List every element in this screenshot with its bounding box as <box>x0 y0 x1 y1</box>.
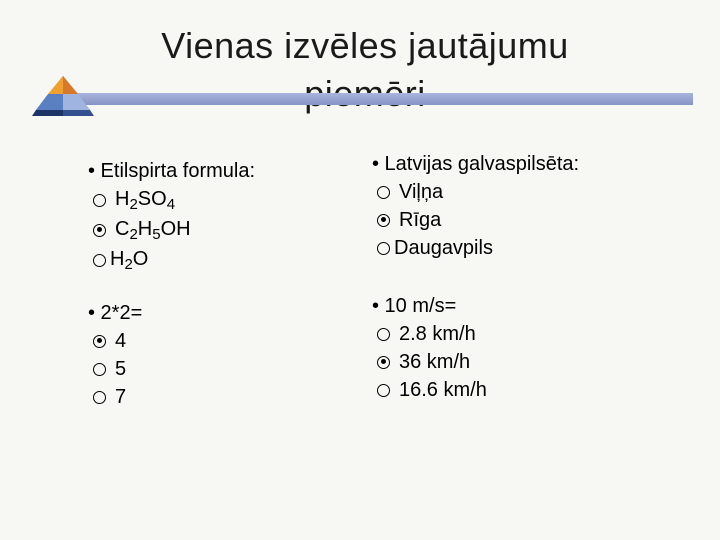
option-label: Viļņa <box>399 181 444 203</box>
option-label: Daugavpils <box>394 237 493 259</box>
radio-unselected-icon[interactable] <box>377 186 390 199</box>
question-prompt: • 10 m/s= <box>372 295 457 317</box>
radio-unselected-icon[interactable] <box>93 363 106 376</box>
option-label: 36 km/h <box>399 351 471 373</box>
question-prompt: • 2*2= <box>88 302 143 324</box>
pyramid-logo-icon <box>32 74 94 118</box>
option-label: 2.8 km/h <box>399 323 476 345</box>
radio-unselected-icon[interactable] <box>93 194 106 207</box>
option-4[interactable] <box>88 327 142 355</box>
radio-selected-icon[interactable] <box>377 214 390 227</box>
option-h2so4[interactable] <box>88 185 255 215</box>
option-label: 5 <box>115 358 127 380</box>
radio-selected-icon[interactable] <box>93 335 106 348</box>
slide-title-line-1: Vienas izvēles jautājumu <box>161 25 569 66</box>
option-36-kmh[interactable] <box>372 348 487 376</box>
option-riga[interactable] <box>372 206 579 234</box>
option-label: Rīga <box>399 209 442 231</box>
option-7[interactable] <box>88 383 142 411</box>
formula-h2o: $H_2O$ <box>110 248 149 273</box>
question-speed-conversion <box>372 292 487 404</box>
option-vilna[interactable] <box>372 178 579 206</box>
question-prompt: • Latvijas galvaspilsēta: <box>372 153 580 175</box>
formula-c2h5oh: $C_2H_5OH$ <box>115 218 191 243</box>
option-c2h5oh[interactable] <box>88 215 255 245</box>
formula-h2so4: $H_2SO_4$ <box>115 188 176 213</box>
option-daugavpils[interactable] <box>372 234 579 262</box>
radio-unselected-icon[interactable] <box>93 254 106 267</box>
radio-selected-icon[interactable] <box>377 356 390 369</box>
radio-selected-icon[interactable] <box>93 224 106 237</box>
option-5[interactable] <box>88 355 142 383</box>
option-h2o[interactable] <box>88 245 255 275</box>
radio-unselected-icon[interactable] <box>377 242 390 255</box>
question-multiplication <box>88 299 142 411</box>
title-underline-bar <box>60 93 693 105</box>
option-16-6-kmh[interactable] <box>372 376 487 404</box>
option-2-8-kmh[interactable] <box>372 320 487 348</box>
radio-unselected-icon[interactable] <box>93 391 106 404</box>
question-prompt: • Etilspirta formula: <box>88 160 256 182</box>
question-latvia-capital <box>372 150 579 262</box>
question-ethanol-formula <box>88 157 255 275</box>
option-label: 7 <box>115 386 127 408</box>
radio-unselected-icon[interactable] <box>377 328 390 341</box>
option-label: 16.6 km/h <box>399 379 487 401</box>
option-label: 4 <box>115 330 127 352</box>
radio-unselected-icon[interactable] <box>377 384 390 397</box>
